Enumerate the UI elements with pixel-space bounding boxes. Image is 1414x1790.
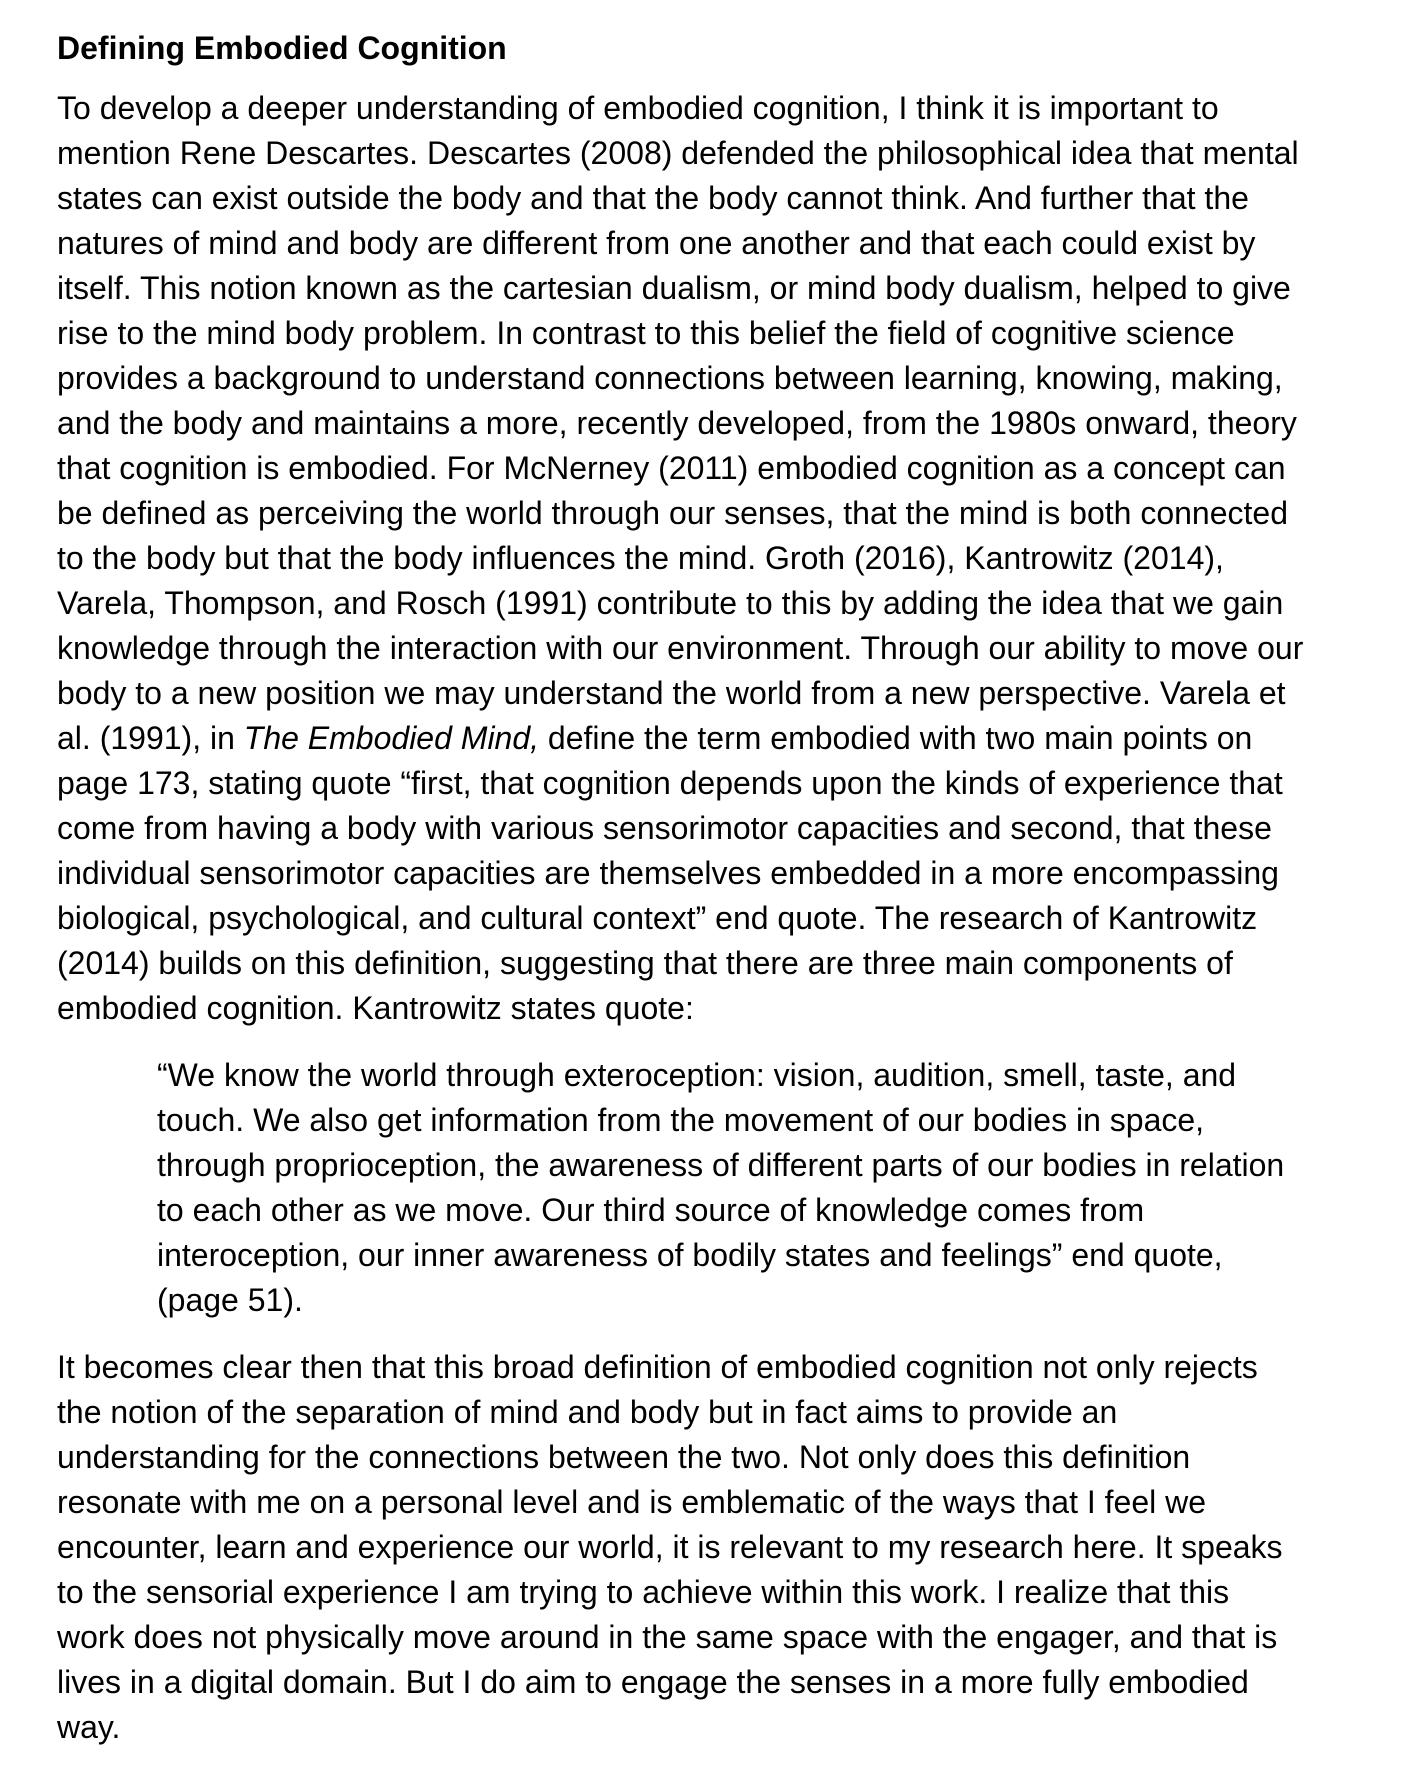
text-line: come from having a body with various sensorimotor capacities and second, that these: [57, 810, 1272, 846]
text-line: natures of mind and body are different from one another and that each could exist by: [57, 225, 1256, 261]
text-line: body to a new position we may understand the world from a new perspective. Varela et: [57, 675, 1286, 711]
quote-line: interoception, our inner awareness of bodily states and feelings” end quote,: [157, 1237, 1223, 1273]
text-line: way.: [57, 1709, 121, 1745]
text-line: be defined as perceiving the world through our senses, that the mind is both connected: [57, 495, 1288, 531]
text-line: Varela, Thompson, and Rosch (1991) contribute to this by adding the idea that we gain: [57, 585, 1284, 621]
text-line: the notion of the separation of mind and body but in fact aims to provide an: [57, 1394, 1118, 1430]
text-run: al. (1991), in: [57, 720, 244, 756]
text-line: biological, psychological, and cultural context” end quote. The research of Kantrowitz: [57, 900, 1258, 936]
quote-line: through proprioception, the awareness of different parts of our bodies in relation: [157, 1147, 1285, 1183]
text-line: to the body but that the body influences the mind. Groth (2016), Kantrowitz (2014),: [57, 540, 1224, 576]
text-line: (2014) builds on this definition, suggesting that there are three main components of: [57, 945, 1233, 981]
text-line: and the body and maintains a more, recently developed, from the 1980s onward, theory: [57, 405, 1297, 441]
text-line: encounter, learn and experience our world, it is relevant to my research here. It speaks: [57, 1529, 1283, 1565]
text-line: rise to the mind body problem. In contrast to this belief the field of cognitive science: [57, 315, 1235, 351]
quote-line: “We know the world through exteroception: vision, audition, smell, taste, and: [157, 1057, 1237, 1093]
text-line: individual sensorimotor capacities are themselves embedded in a more encompassing: [57, 855, 1279, 891]
text-line: work does not physically move around in the same space with the engager, and that is: [57, 1619, 1278, 1655]
text-line: mention Rene Descartes. Descartes (2008) defended the philosophical idea that mental: [57, 135, 1299, 171]
text-line: resonate with me on a personal level and is emblematic of the ways that I feel we: [57, 1484, 1207, 1520]
text-line: knowledge through the interaction with our environment. Through our ability to move our: [57, 630, 1304, 666]
quote-line: (page 51).: [157, 1282, 303, 1318]
book-title: The Embodied Mind,: [243, 720, 540, 756]
text-line: itself. This notion known as the cartesian dualism, or mind body dualism, helped to give: [57, 270, 1291, 306]
text-line: page 173, stating quote “first, that cognition depends upon the kinds of experience that: [57, 765, 1283, 801]
quote-line: to each other as we move. Our third source of knowledge comes from: [157, 1192, 1145, 1228]
text-line: that cognition is embodied. For McNerney (2011) embodied cognition as a concept can: [57, 450, 1286, 486]
text-line: It becomes clear then that this broad definition of embodied cognition not only rejects: [57, 1349, 1258, 1385]
text-line: to the sensorial experience I am trying to achieve within this work. I realize that this: [57, 1574, 1230, 1610]
text-line: embodied cognition. Kantrowitz states quote:: [57, 990, 694, 1026]
text-run: define the term embodied with two main points on: [539, 720, 1253, 756]
document-page: [57, 28, 1377, 1750]
text-line: lives in a digital domain. But I do aim to engage the senses in a more fully embodied: [57, 1664, 1249, 1700]
paragraph-2: [57, 1345, 1377, 1750]
quote-line: touch. We also get information from the movement of our bodies in space,: [157, 1102, 1205, 1138]
paragraph-1: [57, 86, 1377, 1031]
text-line: provides a background to understand connections between learning, knowing, making,: [57, 360, 1283, 396]
text-line-with-title: [57, 716, 1377, 761]
block-quote: [157, 1053, 1377, 1323]
text-line: states can exist outside the body and that the body cannot think. And further that the: [57, 180, 1249, 216]
section-heading: Defining Embodied Cognition: [57, 30, 507, 66]
text-line: To develop a deeper understanding of embodied cognition, I think it is important to: [57, 90, 1219, 126]
text-line: understanding for the connections between the two. Not only does this definition: [57, 1439, 1191, 1475]
